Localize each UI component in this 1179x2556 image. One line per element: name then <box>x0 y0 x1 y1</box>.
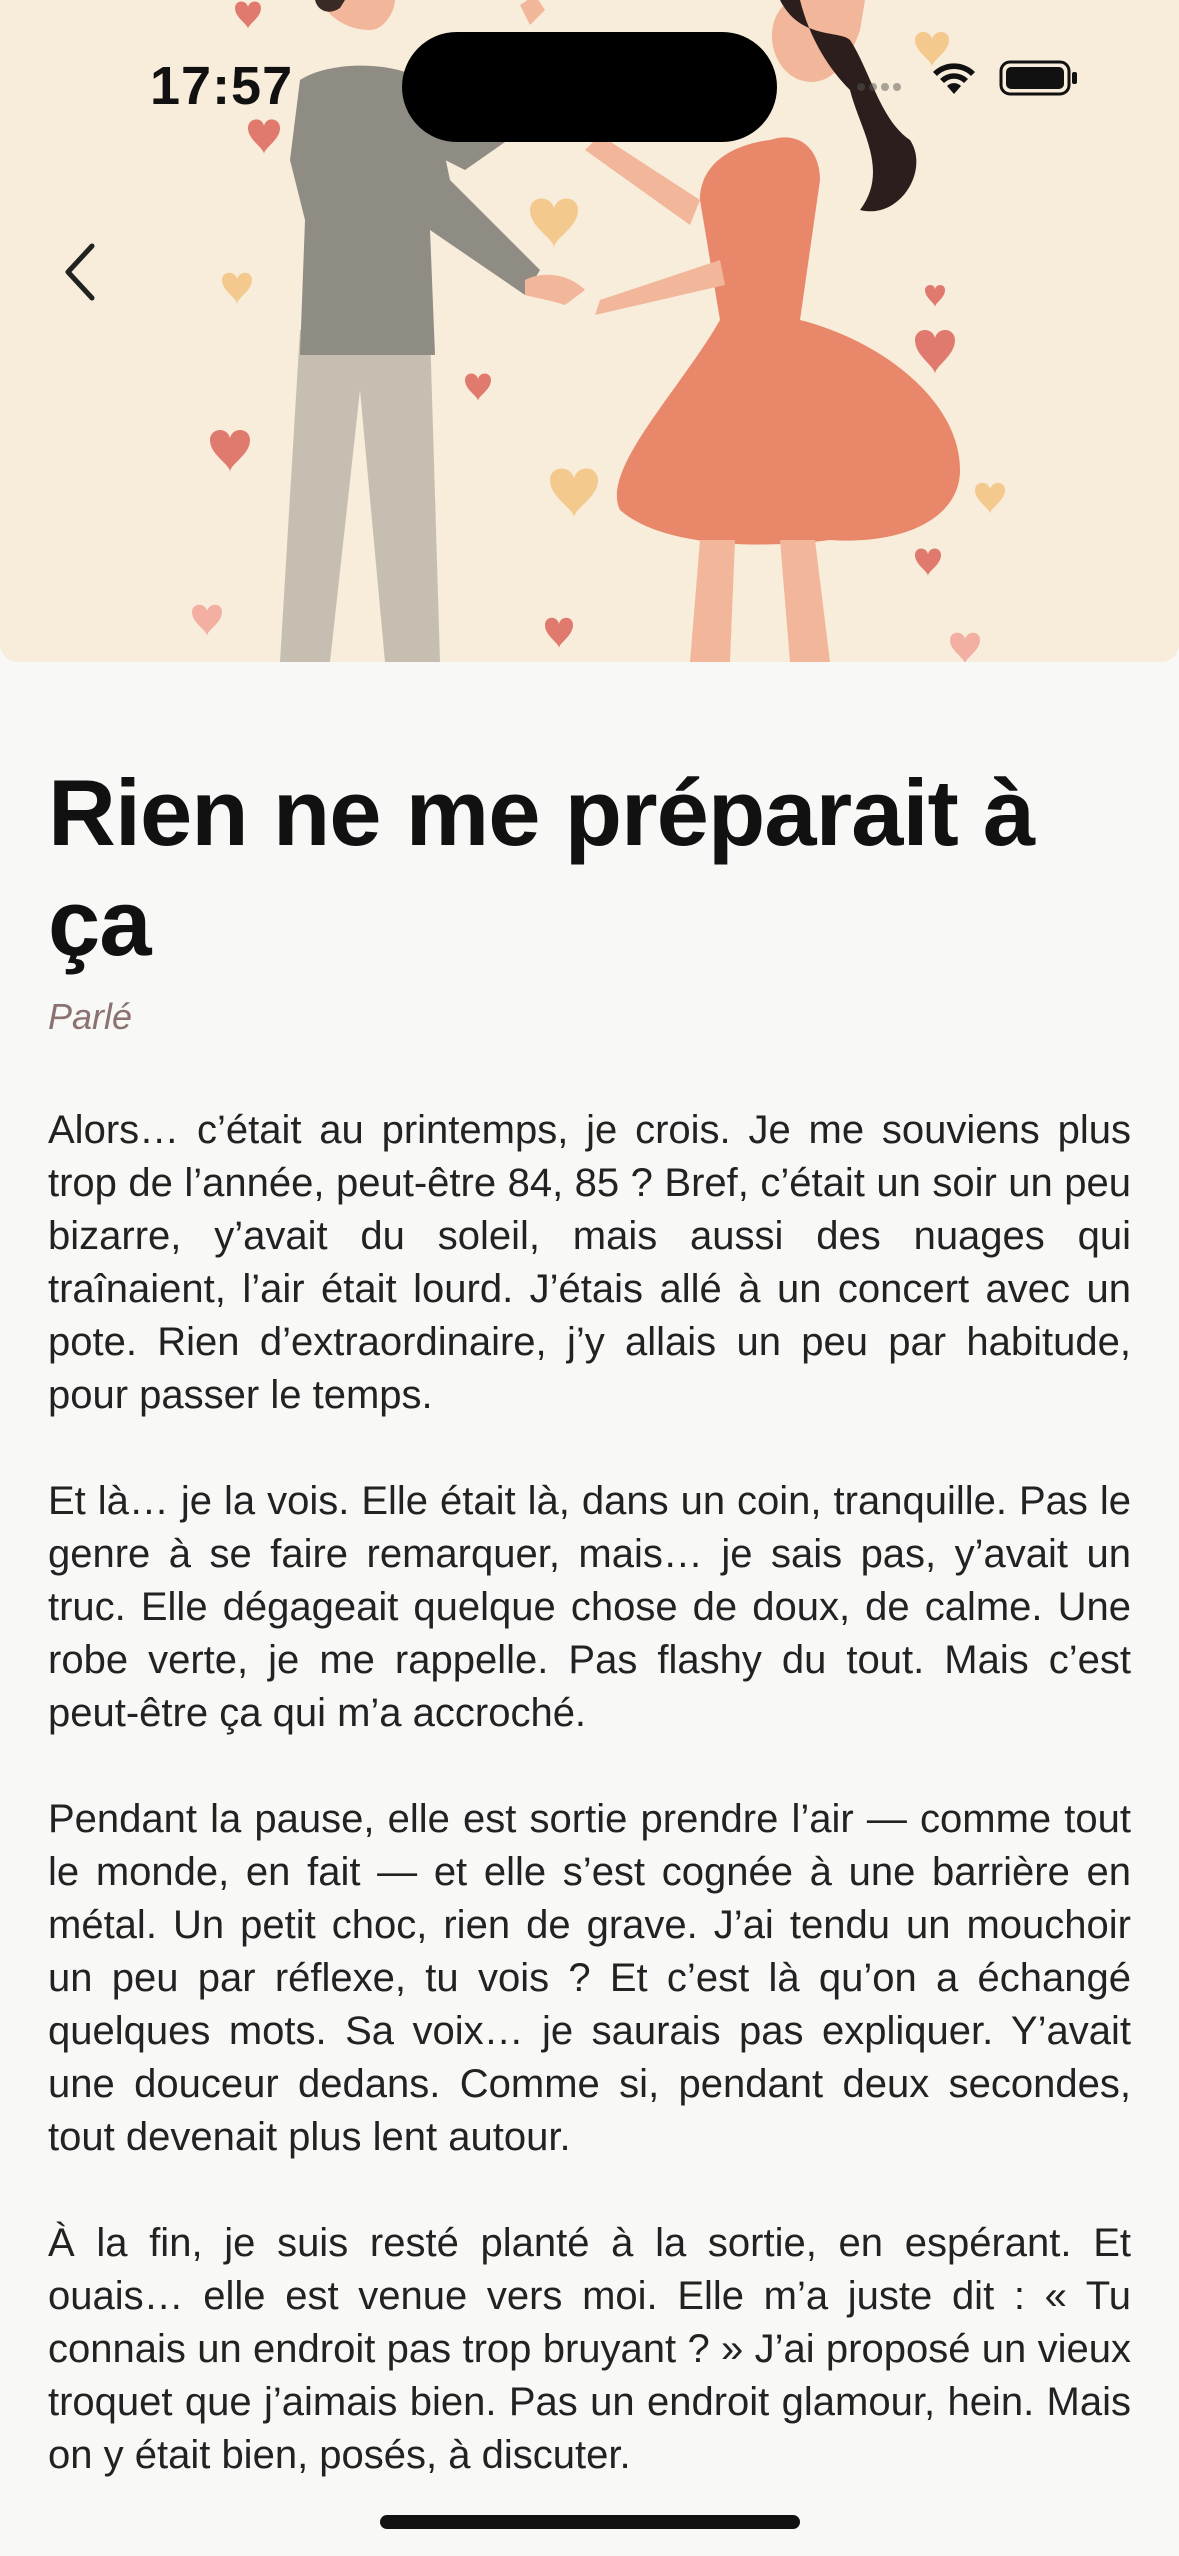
wifi-icon <box>929 60 979 96</box>
story-paragraph: À la fin, je suis resté planté à la sortie, en espérant. Et ouais… elle est venue vers moi. Elle m’a juste dit : « Tu connais un endroit pas trop bruyant ? » J’ai proposé un vieux troquet que j’aimais bien. Pas un endroit glamour, hein. Mais on y était bien, posés, à discuter. <box>48 2221 1131 2477</box>
story-paragraph: Pendant la pause, elle est sortie prendre l’air — comme tout le monde, en fait — et elle s’est cognée à une barrière en métal. Un petit choc, rien de grave. J’ai tendu un mouchoir un peu par réflexe, tu vois ? Et c’est là qu’on a échangé quelques mots. Sa voix… je saurais pas expliquer. Y’avait une douceur dedans. Comme si, pendant deux secondes, tout devenait plus lent autour. <box>48 1797 1131 2159</box>
story-paragraph: Alors… c’était au printemps, je crois. Je me souviens plus trop de l’année, peut-être 84, 85 ? Bref, c’était un soir un peu bizarre, y’avait du soleil, mais aussi des nuages qui traînaient, l’air était lourd. J’étais allé à un concert avec un pote. Rien d’extraordinaire, j’y allais un peu par habitude, pour passer le temps. <box>48 1108 1131 1417</box>
status-bar <box>0 0 1179 170</box>
dynamic-island <box>402 32 777 142</box>
story-content <box>0 662 1179 2535</box>
status-icons <box>853 58 1079 98</box>
story-paragraph: Et là… je la vois. Elle était là, dans un coin, tranquille. Pas le genre à se faire remarquer, mais… je sais pas, y’avait un truc. Elle dégageait quelque chose de doux, de calme. Une robe verte, je me rappelle. Pas flashy du tout. Mais c’est peut-être ça qui m’a accroché. <box>48 1479 1131 1735</box>
chevron-left-icon <box>48 230 118 310</box>
back-button[interactable] <box>48 230 118 310</box>
story-body <box>48 1104 1131 2482</box>
cellular-signal-icon <box>853 61 909 95</box>
page-title: Rien ne me préparait à ça <box>48 760 1035 975</box>
battery-icon <box>999 58 1079 98</box>
story-category: Parlé <box>48 996 133 1037</box>
status-time: 17:57 <box>150 56 294 116</box>
home-indicator[interactable] <box>380 2515 800 2529</box>
